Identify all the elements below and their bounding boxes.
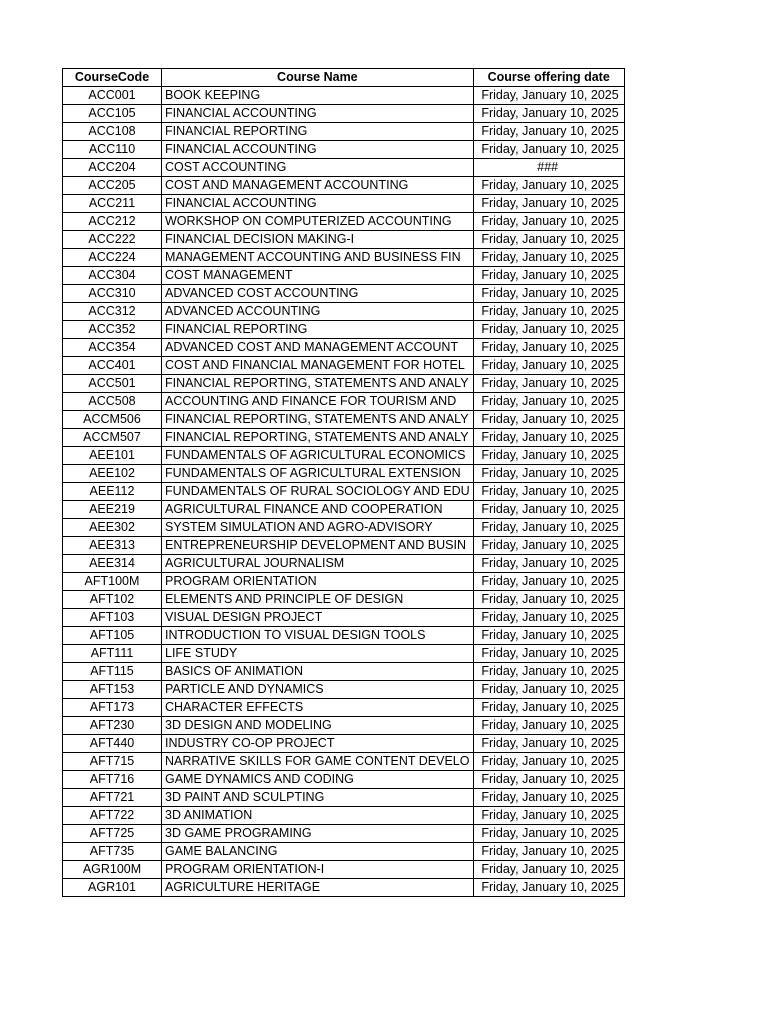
course-offering-date-cell[interactable]: Friday, January 10, 2025 <box>473 87 624 105</box>
course-offering-date-cell[interactable]: Friday, January 10, 2025 <box>473 825 624 843</box>
course-name-cell[interactable]: GAME BALANCING <box>162 843 474 861</box>
table-row <box>63 411 625 429</box>
course-name-cell[interactable]: CHARACTER EFFECTS <box>162 699 474 717</box>
course-code-cell[interactable]: AFT440 <box>63 735 162 753</box>
table-row <box>63 87 625 105</box>
course-name-cell[interactable]: PROGRAM ORIENTATION <box>162 573 474 591</box>
table-row <box>63 213 625 231</box>
course-code-cell[interactable]: AFT721 <box>63 789 162 807</box>
course-code-cell[interactable]: AEE112 <box>63 483 162 501</box>
course-offering-date-cell[interactable]: Friday, January 10, 2025 <box>473 429 624 447</box>
table-row <box>63 483 625 501</box>
course-code-cell[interactable]: ACCM507 <box>63 429 162 447</box>
course-code-cell[interactable]: AGR101 <box>63 879 162 897</box>
course-name-cell[interactable]: VISUAL DESIGN PROJECT <box>162 609 474 627</box>
table-row <box>63 267 625 285</box>
table-row <box>63 771 625 789</box>
course-code-cell[interactable]: AFT115 <box>63 663 162 681</box>
course-name-cell[interactable]: ADVANCED COST ACCOUNTING <box>162 285 474 303</box>
course-name-cell[interactable]: FINANCIAL ACCOUNTING <box>162 105 474 123</box>
course-offering-date-cell[interactable]: Friday, January 10, 2025 <box>473 249 624 267</box>
course-code-cell[interactable]: AEE313 <box>63 537 162 555</box>
course-code-cell[interactable]: ACC001 <box>63 87 162 105</box>
course-code-cell[interactable]: AFT103 <box>63 609 162 627</box>
course-offering-date-cell[interactable]: Friday, January 10, 2025 <box>473 789 624 807</box>
course-code-cell[interactable]: ACC310 <box>63 285 162 303</box>
course-code-cell[interactable]: AFT153 <box>63 681 162 699</box>
table-row <box>63 177 625 195</box>
table-row <box>63 843 625 861</box>
course-offering-date-cell[interactable]: Friday, January 10, 2025 <box>473 573 624 591</box>
table-row <box>63 105 625 123</box>
course-code-cell[interactable]: ACC508 <box>63 393 162 411</box>
table-row <box>63 879 625 897</box>
course-name-cell[interactable]: FUNDAMENTALS OF AGRICULTURAL EXTENSION <box>162 465 474 483</box>
course-name-cell[interactable]: AGRICULTURAL JOURNALISM <box>162 555 474 573</box>
course-offering-date-cell[interactable]: Friday, January 10, 2025 <box>473 537 624 555</box>
course-offering-date-cell[interactable]: Friday, January 10, 2025 <box>473 231 624 249</box>
table-row <box>63 123 625 141</box>
course-offering-date-cell[interactable]: Friday, January 10, 2025 <box>473 321 624 339</box>
course-name-cell[interactable]: PROGRAM ORIENTATION-I <box>162 861 474 879</box>
course-offering-date-cell[interactable]: Friday, January 10, 2025 <box>473 411 624 429</box>
course-offering-date-cell[interactable]: Friday, January 10, 2025 <box>473 519 624 537</box>
course-name-cell[interactable]: GAME DYNAMICS AND CODING <box>162 771 474 789</box>
table-row <box>63 519 625 537</box>
course-offering-date-cell[interactable]: Friday, January 10, 2025 <box>473 285 624 303</box>
table-row <box>63 375 625 393</box>
table-row <box>63 465 625 483</box>
course-code-cell[interactable]: ACC304 <box>63 267 162 285</box>
course-offering-date-cell[interactable]: Friday, January 10, 2025 <box>473 609 624 627</box>
course-code-cell[interactable]: ACC224 <box>63 249 162 267</box>
course-name-cell[interactable]: LIFE STUDY <box>162 645 474 663</box>
course-name-cell[interactable]: FINANCIAL REPORTING, STATEMENTS AND ANALY <box>162 375 474 393</box>
course-offering-date-cell[interactable]: Friday, January 10, 2025 <box>473 303 624 321</box>
course-name-cell[interactable]: COST MANAGEMENT <box>162 267 474 285</box>
course-code-cell[interactable]: AEE314 <box>63 555 162 573</box>
header-course-code: CourseCode <box>63 69 162 87</box>
course-name-cell[interactable]: FINANCIAL REPORTING <box>162 123 474 141</box>
course-name-cell[interactable]: FINANCIAL DECISION MAKING-I <box>162 231 474 249</box>
course-offering-date-cell[interactable]: Friday, January 10, 2025 <box>473 627 624 645</box>
course-name-cell[interactable]: FINANCIAL REPORTING, STATEMENTS AND ANALY <box>162 429 474 447</box>
course-offering-date-cell[interactable]: Friday, January 10, 2025 <box>473 861 624 879</box>
course-code-cell[interactable]: ACC501 <box>63 375 162 393</box>
course-name-cell[interactable]: 3D GAME PROGRAMING <box>162 825 474 843</box>
course-code-cell[interactable]: ACC222 <box>63 231 162 249</box>
course-name-cell[interactable]: ADVANCED ACCOUNTING <box>162 303 474 321</box>
table-row <box>63 861 625 879</box>
course-code-cell[interactable]: ACC352 <box>63 321 162 339</box>
course-name-cell[interactable]: FINANCIAL REPORTING, STATEMENTS AND ANALY <box>162 411 474 429</box>
header-course-offering-date: Course offering date <box>473 69 624 87</box>
table-row <box>63 357 625 375</box>
table-row <box>63 429 625 447</box>
table-row <box>63 159 625 177</box>
course-code-cell[interactable]: ACC105 <box>63 105 162 123</box>
course-name-cell[interactable]: ACCOUNTING AND FINANCE FOR TOURISM AND <box>162 393 474 411</box>
table-body <box>63 87 625 897</box>
course-name-cell[interactable]: FINANCIAL ACCOUNTING <box>162 195 474 213</box>
table-row <box>63 303 625 321</box>
course-offering-date-cell[interactable]: Friday, January 10, 2025 <box>473 717 624 735</box>
table-row <box>63 321 625 339</box>
course-code-cell[interactable]: ACC401 <box>63 357 162 375</box>
table-row <box>63 285 625 303</box>
course-code-cell[interactable]: ACC354 <box>63 339 162 357</box>
course-offering-date-cell[interactable]: Friday, January 10, 2025 <box>473 681 624 699</box>
course-offering-date-cell[interactable]: Friday, January 10, 2025 <box>473 195 624 213</box>
course-code-cell[interactable]: AFT102 <box>63 591 162 609</box>
table-row <box>63 249 625 267</box>
course-name-cell[interactable]: AGRICULTURAL FINANCE AND COOPERATION <box>162 501 474 519</box>
course-offering-date-cell[interactable]: Friday, January 10, 2025 <box>473 483 624 501</box>
course-code-cell[interactable]: AFT111 <box>63 645 162 663</box>
table-row <box>63 645 625 663</box>
course-offering-date-cell[interactable]: Friday, January 10, 2025 <box>473 357 624 375</box>
course-code-cell[interactable]: ACC108 <box>63 123 162 141</box>
table-row <box>63 735 625 753</box>
course-code-cell[interactable]: ACC211 <box>63 195 162 213</box>
course-offering-date-cell[interactable]: Friday, January 10, 2025 <box>473 879 624 897</box>
table-row <box>63 699 625 717</box>
course-name-cell[interactable]: 3D DESIGN AND MODELING <box>162 717 474 735</box>
course-offering-date-cell[interactable]: Friday, January 10, 2025 <box>473 753 624 771</box>
table-row <box>63 789 625 807</box>
header-course-name: Course Name <box>162 69 474 87</box>
course-code-cell[interactable]: ACC110 <box>63 141 162 159</box>
course-table <box>62 68 625 897</box>
course-offering-date-cell[interactable]: ### <box>473 159 624 177</box>
table-row <box>63 501 625 519</box>
course-name-cell[interactable]: SYSTEM SIMULATION AND AGRO-ADVISORY <box>162 519 474 537</box>
course-name-cell[interactable]: 3D PAINT AND SCULPTING <box>162 789 474 807</box>
table-row <box>63 573 625 591</box>
course-offering-date-cell[interactable]: Friday, January 10, 2025 <box>473 465 624 483</box>
course-code-cell[interactable]: ACC212 <box>63 213 162 231</box>
course-name-cell[interactable]: WORKSHOP ON COMPUTERIZED ACCOUNTING <box>162 213 474 231</box>
course-code-cell[interactable]: AFT105 <box>63 627 162 645</box>
table-row <box>63 591 625 609</box>
course-code-cell[interactable]: AEE101 <box>63 447 162 465</box>
course-offering-date-cell[interactable]: Friday, January 10, 2025 <box>473 339 624 357</box>
course-offering-date-cell[interactable]: Friday, January 10, 2025 <box>473 501 624 519</box>
table-row <box>63 609 625 627</box>
course-offering-date-cell[interactable]: Friday, January 10, 2025 <box>473 123 624 141</box>
course-code-cell[interactable]: AFT230 <box>63 717 162 735</box>
table-row <box>63 807 625 825</box>
table-row <box>63 195 625 213</box>
course-code-cell[interactable]: AEE302 <box>63 519 162 537</box>
course-code-cell[interactable]: AFT725 <box>63 825 162 843</box>
course-code-cell[interactable]: AEE102 <box>63 465 162 483</box>
course-name-cell[interactable]: NARRATIVE SKILLS FOR GAME CONTENT DEVELO <box>162 753 474 771</box>
course-name-cell[interactable]: COST AND FINANCIAL MANAGEMENT FOR HOTEL <box>162 357 474 375</box>
table-row <box>63 663 625 681</box>
course-name-cell[interactable]: FINANCIAL REPORTING <box>162 321 474 339</box>
table-row <box>63 393 625 411</box>
table-row <box>63 141 625 159</box>
course-offering-date-cell[interactable]: Friday, January 10, 2025 <box>473 375 624 393</box>
course-code-cell[interactable]: AFT722 <box>63 807 162 825</box>
course-code-cell[interactable]: ACC205 <box>63 177 162 195</box>
course-name-cell[interactable]: INDUSTRY CO-OP PROJECT <box>162 735 474 753</box>
table-row <box>63 717 625 735</box>
course-offering-date-cell[interactable]: Friday, January 10, 2025 <box>473 771 624 789</box>
course-code-cell[interactable]: ACC204 <box>63 159 162 177</box>
course-code-cell[interactable]: AGR100M <box>63 861 162 879</box>
course-code-cell[interactable]: ACCM506 <box>63 411 162 429</box>
course-offering-date-cell[interactable]: Friday, January 10, 2025 <box>473 645 624 663</box>
course-name-cell[interactable]: MANAGEMENT ACCOUNTING AND BUSINESS FIN <box>162 249 474 267</box>
course-offering-date-cell[interactable]: Friday, January 10, 2025 <box>473 393 624 411</box>
course-name-cell[interactable]: FUNDAMENTALS OF AGRICULTURAL ECONOMICS <box>162 447 474 465</box>
course-name-cell[interactable]: BASICS OF ANIMATION <box>162 663 474 681</box>
course-offering-date-cell[interactable]: Friday, January 10, 2025 <box>473 591 624 609</box>
course-name-cell[interactable]: FUNDAMENTALS OF RURAL SOCIOLOGY AND EDU <box>162 483 474 501</box>
course-offering-date-cell[interactable]: Friday, January 10, 2025 <box>473 843 624 861</box>
course-offering-date-cell[interactable]: Friday, January 10, 2025 <box>473 105 624 123</box>
course-code-cell[interactable]: AFT173 <box>63 699 162 717</box>
table-row <box>63 825 625 843</box>
course-code-cell[interactable]: ACC312 <box>63 303 162 321</box>
course-offering-date-cell[interactable]: Friday, January 10, 2025 <box>473 177 624 195</box>
course-offering-date-cell[interactable]: Friday, January 10, 2025 <box>473 699 624 717</box>
table-row <box>63 555 625 573</box>
course-offering-date-cell[interactable]: Friday, January 10, 2025 <box>473 735 624 753</box>
table-row <box>63 231 625 249</box>
course-offering-date-cell[interactable]: Friday, January 10, 2025 <box>473 267 624 285</box>
course-name-cell[interactable]: PARTICLE AND DYNAMICS <box>162 681 474 699</box>
course-offering-date-cell[interactable]: Friday, January 10, 2025 <box>473 555 624 573</box>
course-name-cell[interactable]: FINANCIAL ACCOUNTING <box>162 141 474 159</box>
course-code-cell[interactable]: AEE219 <box>63 501 162 519</box>
course-name-cell[interactable]: COST AND MANAGEMENT ACCOUNTING <box>162 177 474 195</box>
table-row <box>63 537 625 555</box>
course-code-cell[interactable]: AFT735 <box>63 843 162 861</box>
header-row <box>63 69 625 87</box>
table-row <box>63 753 625 771</box>
course-offering-date-cell[interactable]: Friday, January 10, 2025 <box>473 447 624 465</box>
course-offering-date-cell[interactable]: Friday, January 10, 2025 <box>473 807 624 825</box>
course-offering-date-cell[interactable]: Friday, January 10, 2025 <box>473 213 624 231</box>
table-row <box>63 447 625 465</box>
course-name-cell[interactable]: ENTREPRENEURSHIP DEVELOPMENT AND BUSIN <box>162 537 474 555</box>
table-row <box>63 681 625 699</box>
course-name-cell[interactable]: AGRICULTURE HERITAGE <box>162 879 474 897</box>
table-row <box>63 339 625 357</box>
course-code-cell[interactable]: AFT716 <box>63 771 162 789</box>
course-offering-date-cell[interactable]: Friday, January 10, 2025 <box>473 141 624 159</box>
course-name-cell[interactable]: ADVANCED COST AND MANAGEMENT ACCOUNT <box>162 339 474 357</box>
table-row <box>63 627 625 645</box>
course-offering-date-cell[interactable]: Friday, January 10, 2025 <box>473 663 624 681</box>
course-code-cell[interactable]: AFT100M <box>63 573 162 591</box>
course-name-cell[interactable]: BOOK KEEPING <box>162 87 474 105</box>
course-name-cell[interactable]: INTRODUCTION TO VISUAL DESIGN TOOLS <box>162 627 474 645</box>
course-code-cell[interactable]: AFT715 <box>63 753 162 771</box>
course-name-cell[interactable]: COST ACCOUNTING <box>162 159 474 177</box>
course-name-cell[interactable]: 3D ANIMATION <box>162 807 474 825</box>
course-name-cell[interactable]: ELEMENTS AND PRINCIPLE OF DESIGN <box>162 591 474 609</box>
